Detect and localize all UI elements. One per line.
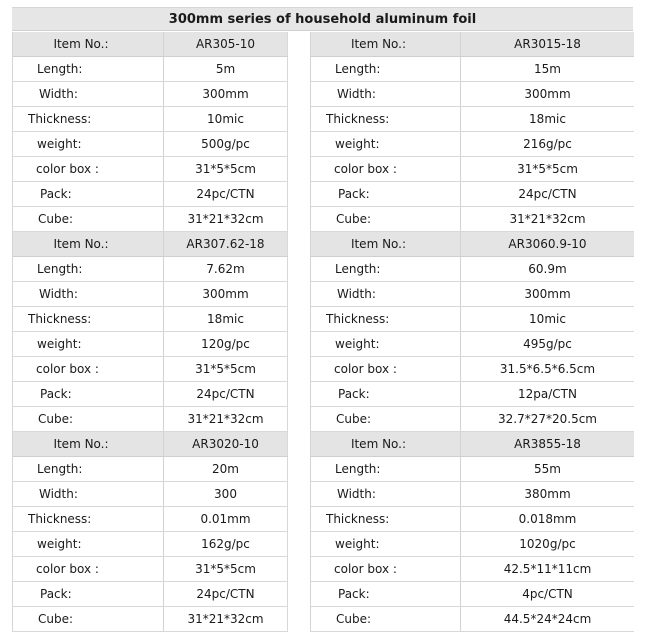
product-spec-block [13,232,288,432]
spec-row-pack [311,582,634,607]
spec-row-color-box [13,357,288,382]
spec-value: 495g/pc [523,337,572,351]
spec-value: 44.5*24*24cm [503,612,592,626]
spec-value: 300mm [164,82,288,106]
right-column-tables [310,32,634,632]
spec-label: Pack: [13,582,164,606]
spec-value: 216g/pc [523,137,572,151]
product-spec-block [311,32,634,232]
spec-value: 24pc/CTN [164,182,288,206]
spec-row-thickness [311,107,634,132]
spec-value: 380mm [524,487,571,501]
spec-row-weight [311,332,634,357]
spec-value: AR305-10 [164,32,288,56]
spec-value: 7.62m [164,257,288,281]
spec-value: 31*21*32cm [164,207,288,231]
spec-label: weight: [13,132,164,156]
spec-row-pack [13,382,288,407]
spec-label: weight: [13,532,164,556]
spec-value: 31.5*6.5*6.5cm [499,362,596,376]
spec-value: 60.9m [528,262,567,276]
spec-row-weight [311,132,634,157]
spec-row-cube [311,607,634,632]
spec-label: color box : [13,557,164,581]
spec-row-item-no [13,32,288,57]
spec-row-item-no [311,432,634,457]
spec-row-width [13,82,288,107]
spec-value: 120g/pc [164,332,288,356]
spec-row-cube [13,407,288,432]
spec-label: Pack: [13,182,164,206]
spec-value: 10mic [529,312,566,326]
spec-label: Cube: [13,207,164,231]
spec-value: 31*5*5cm [164,557,288,581]
spec-value: 31*5*5cm [164,357,288,381]
spec-row-width [13,482,288,507]
spec-row-width [311,482,634,507]
spec-label: weight: [311,532,461,556]
spec-value: 1020g/pc [519,537,576,551]
spec-row-length [311,257,634,282]
spec-label: Thickness: [13,307,164,331]
spec-label: Pack: [13,382,164,406]
spec-row-item-no [311,32,634,57]
spec-value: 12pa/CTN [518,387,577,401]
spec-value: AR3015-18 [514,37,581,51]
spec-value: 10mic [164,107,288,131]
spec-label: Length: [13,257,164,281]
spec-value: AR3020-10 [164,432,288,456]
spec-label: Width: [13,482,164,506]
spec-row-item-no [13,432,288,457]
spec-label: Pack: [311,382,461,406]
left-column-tables [12,32,288,632]
spec-label: color box : [311,157,461,181]
spec-row-color-box [13,157,288,182]
spec-row-weight [13,132,288,157]
spec-row-cube [311,407,634,432]
spec-value: 5m [164,57,288,81]
spec-value: 4pc/CTN [522,587,573,601]
spec-value: 31*5*5cm [517,162,578,176]
spec-row-length [13,57,288,82]
spec-label: weight: [13,332,164,356]
spec-label: color box : [13,357,164,381]
spec-row-cube [13,607,288,632]
spec-value: 300mm [524,87,571,101]
spec-row-pack [13,182,288,207]
spec-value: 31*21*32cm [164,407,288,431]
spec-row-color-box [311,357,634,382]
spec-label: Length: [13,457,164,481]
spec-label: Thickness: [311,307,461,331]
spec-row-thickness [13,107,288,132]
spec-row-weight [13,332,288,357]
spec-value: 31*21*32cm [509,212,586,226]
spec-value: 24pc/CTN [164,382,288,406]
spec-label: Width: [311,482,461,506]
spec-label: Length: [311,57,461,81]
spec-value: 31*21*32cm [164,607,288,631]
spec-row-length [13,457,288,482]
spec-row-cube [311,207,634,232]
spec-label: Thickness: [13,507,164,531]
spec-label: Item No.: [13,432,164,456]
spec-row-cube [13,207,288,232]
spec-row-pack [311,382,634,407]
spec-value: 300 [164,482,288,506]
product-spec-block [13,432,288,632]
spec-value: AR3060.9-10 [508,237,587,251]
spec-label: Width: [13,282,164,306]
spec-value: 162g/pc [164,532,288,556]
spec-row-pack [13,582,288,607]
product-spec-block [311,232,634,432]
spec-value: AR3855-18 [514,437,581,451]
spec-value: 24pc/CTN [518,187,577,201]
spec-value: 20m [164,457,288,481]
spec-row-weight [13,532,288,557]
spec-row-length [311,457,634,482]
spec-row-length [13,257,288,282]
spec-row-color-box [13,557,288,582]
spec-value: 15m [534,62,561,76]
spec-label: color box : [311,557,461,581]
spec-value: 31*5*5cm [164,157,288,181]
spec-label: Cube: [311,407,461,431]
spec-value: 18mic [529,112,566,126]
spec-row-pack [311,182,634,207]
spec-label: Width: [13,82,164,106]
table-title: 300mm series of household aluminum foil [12,7,633,31]
spec-label: Thickness: [13,107,164,131]
spec-row-item-no [311,232,634,257]
spec-label: Width: [311,82,461,106]
spec-label: Cube: [311,607,461,631]
spec-label: weight: [311,332,461,356]
spec-label: Item No.: [311,432,461,456]
spec-label: Length: [311,457,461,481]
spec-row-thickness [13,307,288,332]
spec-label: Cube: [13,607,164,631]
spec-value: 500g/pc [164,132,288,156]
spec-value: 42.5*11*11cm [503,562,592,576]
spec-label: Pack: [311,582,461,606]
spec-value: 18mic [164,307,288,331]
product-spec-block [13,32,288,232]
spec-row-item-no [13,232,288,257]
spec-label: Width: [311,282,461,306]
spec-value: 300mm [164,282,288,306]
spec-label: Length: [13,57,164,81]
spec-value: AR307.62-18 [164,232,288,256]
spec-value: 0.018mm [518,512,577,526]
product-spec-block [311,432,634,632]
spec-label: Pack: [311,182,461,206]
spec-row-color-box [311,157,634,182]
spec-label: Thickness: [311,507,461,531]
spec-value: 0.01mm [164,507,288,531]
spec-row-width [311,282,634,307]
spec-row-length [311,57,634,82]
spec-value: 24pc/CTN [164,582,288,606]
spec-label: Cube: [13,407,164,431]
spec-label: Item No.: [311,232,461,256]
spec-label: color box : [13,157,164,181]
spec-value: 55m [534,462,561,476]
spec-row-weight [311,532,634,557]
spec-value: 300mm [524,287,571,301]
spec-label: Item No.: [13,32,164,56]
spec-row-thickness [311,307,634,332]
spec-label: color box : [311,357,461,381]
spec-row-thickness [13,507,288,532]
spec-row-color-box [311,557,634,582]
spec-label: Item No.: [311,32,461,56]
spec-label: Item No.: [13,232,164,256]
spec-value: 32.7*27*20.5cm [498,412,597,426]
spec-row-thickness [311,507,634,532]
spec-label: Thickness: [311,107,461,131]
spec-row-width [311,82,634,107]
spec-label: weight: [311,132,461,156]
spec-row-width [13,282,288,307]
spec-label: Length: [311,257,461,281]
spec-label: Cube: [311,207,461,231]
